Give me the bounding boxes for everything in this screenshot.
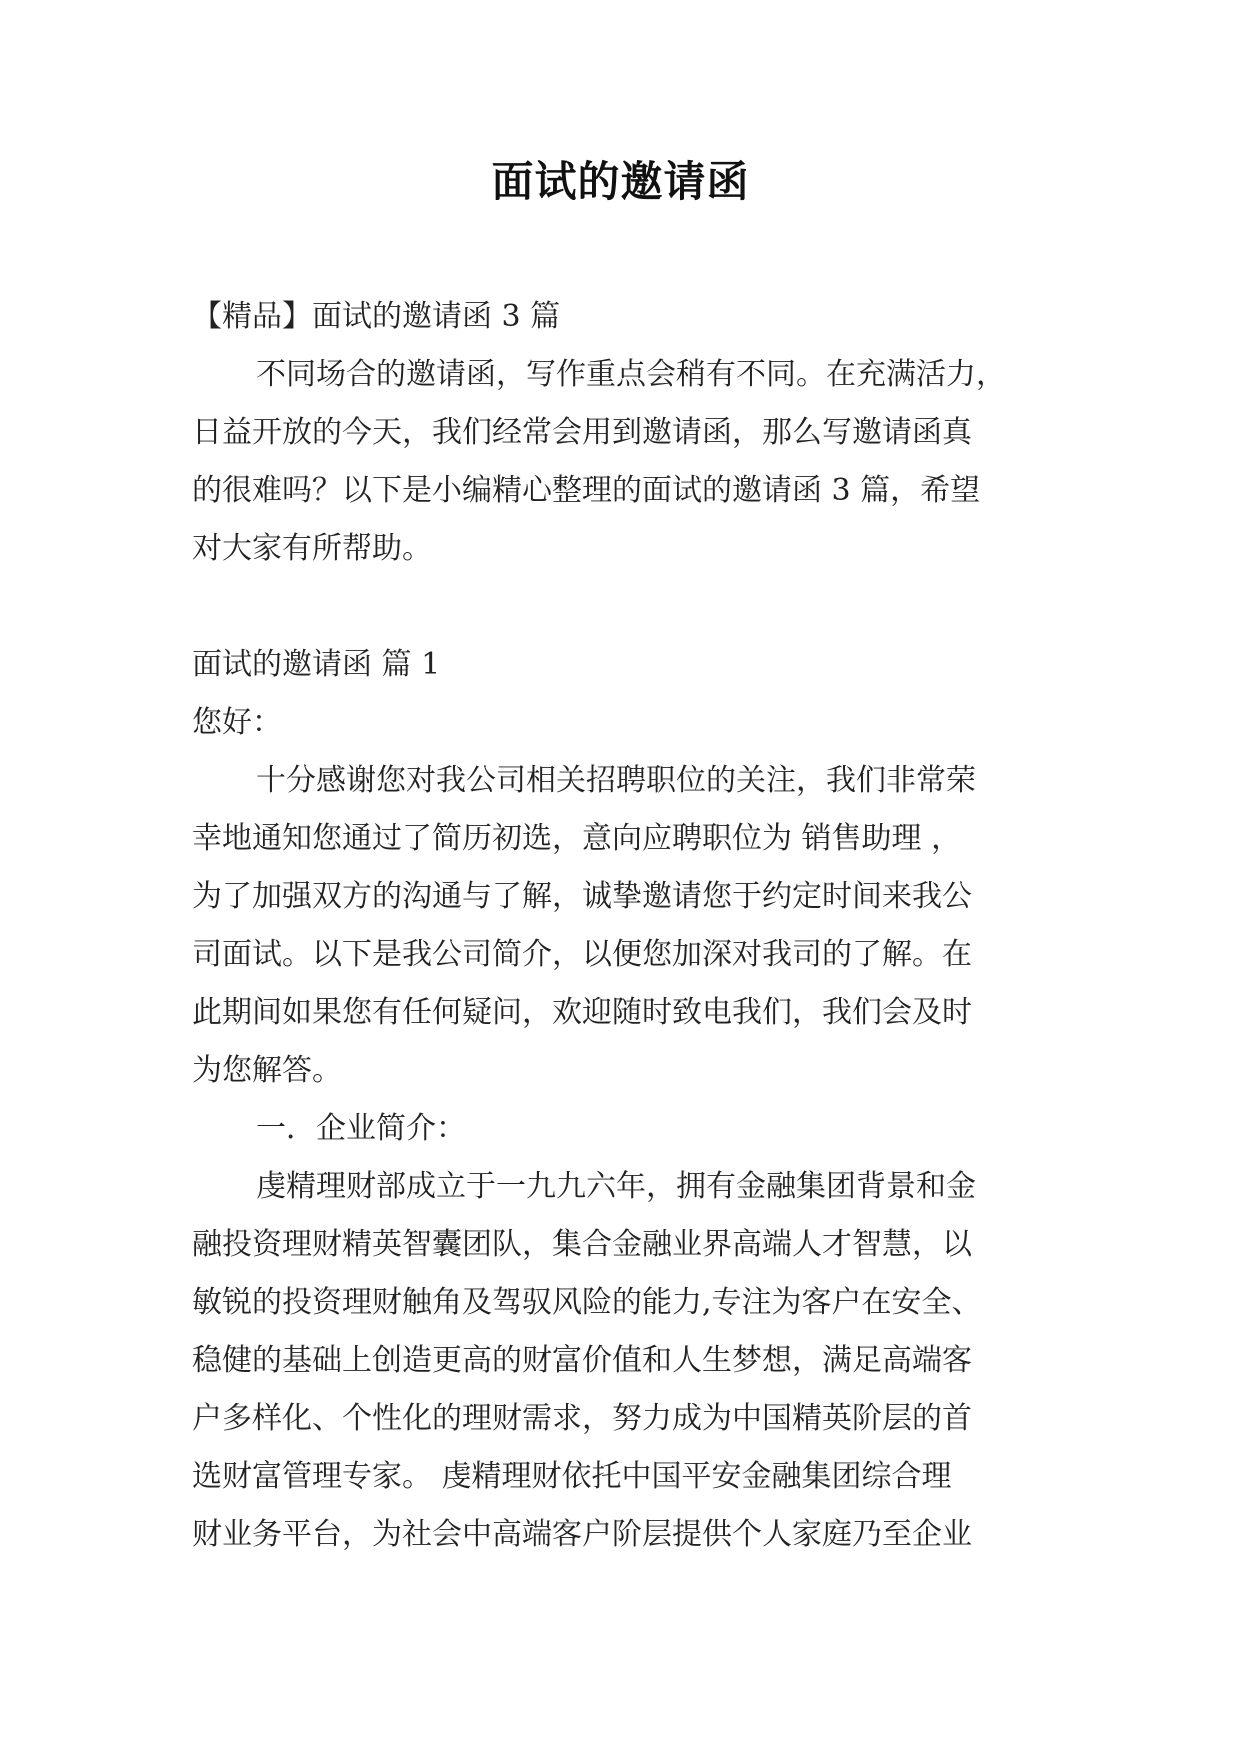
document-body <box>192 288 1054 1564</box>
paragraph-line: 为您解答。 <box>192 1053 342 1088</box>
intro-line: 的很难吗？以下是小编精心整理的面试的邀请函 3 篇，希望 <box>192 473 981 508</box>
section-heading: 面试的邀请函 篇 1 <box>192 647 441 682</box>
paragraph-line: 融投资理财精英智囊团队，集合金融业界高端人才智慧，以 <box>192 1227 972 1262</box>
paragraph-line: 稳健的基础上创造更高的财富价值和人生梦想，满足高端客 <box>192 1343 972 1378</box>
paragraph-line: 幸地通知您通过了简历初选，意向应聘职位为 销售助理 ， <box>192 821 962 856</box>
intro-line: 对大家有所帮助。 <box>192 531 432 566</box>
paragraph-line: 司面试。以下是我公司简介，以便您加深对我司的了解。在 <box>192 937 972 972</box>
document-subtitle: 【精品】面试的邀请函 3 篇 <box>192 299 561 334</box>
paragraph-line: 此期间如果您有任何疑问，欢迎随时致电我们，我们会及时 <box>192 995 972 1030</box>
paragraph-line: 选财富管理专家。 虔精理财依托中国平安金融集团综合理 <box>192 1459 952 1494</box>
intro-line: 不同场合的邀请函，写作重点会稍有不同。在充满活力， <box>256 357 1006 392</box>
intro-line: 日益开放的今天，我们经常会用到邀请函，那么写邀请函真 <box>192 415 972 450</box>
paragraph-line: 虔精理财部成立于一九九六年，拥有金融集团背景和金 <box>256 1169 976 1204</box>
greeting: 您好： <box>192 705 282 740</box>
item-heading: 一．企业简介： <box>256 1111 466 1146</box>
company-intro-paragraph <box>192 1158 1054 1564</box>
intro-paragraph <box>192 346 1054 578</box>
invitation-paragraph <box>192 752 1054 1100</box>
paragraph-line: 户多样化、个性化的理财需求，努力成为中国精英阶层的首 <box>192 1401 972 1436</box>
paragraph-spacer <box>192 578 1054 636</box>
paragraph-line: 财业务平台，为社会中高端客户阶层提供个人家庭乃至企业 <box>192 1517 972 1552</box>
document-title: 面试的邀请函 <box>491 157 750 206</box>
paragraph-line: 十分感谢您对我公司相关招聘职位的关注，我们非常荣 <box>256 763 976 798</box>
paragraph-line: 为了加强双方的沟通与了解，诚挚邀请您于约定时间来我公 <box>192 879 972 914</box>
paragraph-line: 敏锐的投资理财触角及驾驭风险的能力,专注为客户在安全、 <box>192 1285 982 1320</box>
